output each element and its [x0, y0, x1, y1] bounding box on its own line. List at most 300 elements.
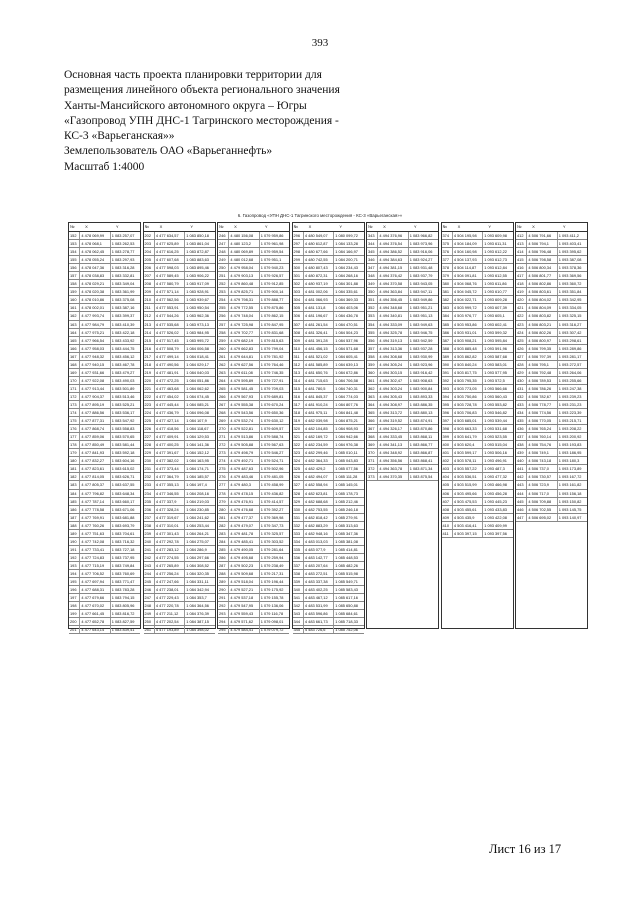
point-number: 421 — [516, 304, 527, 311]
point-number: 417 — [516, 272, 527, 279]
table-row — [144, 417, 215, 425]
point-number: 435 — [516, 417, 527, 424]
table-row — [367, 248, 438, 256]
table-row — [442, 393, 513, 401]
y-coordinate: 1 083 681,88 — [111, 514, 135, 520]
table-row — [69, 329, 140, 337]
x-coordinate: 4 477 490,56 — [155, 361, 185, 368]
point-number: 269 — [218, 417, 229, 424]
y-coordinate: 1 079 458,99 — [260, 482, 284, 488]
y-coordinate: 1 093 397,56 — [484, 530, 507, 536]
point-number: 247 — [144, 594, 155, 601]
point-number: 415 — [516, 256, 527, 263]
y-coordinate: 1 083 637,55 — [111, 482, 135, 488]
y-coordinate: 1 083 332,81 — [111, 273, 135, 279]
x-coordinate: 4 506 799,35 — [527, 345, 557, 352]
point-number: 159 — [69, 288, 80, 295]
point-number: 346 — [367, 256, 378, 263]
table-row — [293, 312, 364, 320]
y-coordinate: 1 093 223,39 — [558, 410, 582, 416]
point-number: 210 — [144, 296, 155, 303]
table-row — [218, 457, 289, 465]
x-coordinate: 4 479 478,15 — [229, 490, 259, 497]
x-coordinate: 4 483 726,6 — [304, 626, 334, 633]
point-number: 403 — [442, 465, 453, 472]
y-coordinate: 1 084 353,7 — [186, 595, 207, 601]
table-row — [516, 441, 587, 449]
y-coordinate: 1 093 599,32 — [484, 329, 507, 335]
table-row — [516, 345, 587, 353]
table-row — [218, 409, 289, 417]
x-coordinate: 4 477 445,44 — [155, 401, 185, 408]
point-number: 390 — [442, 361, 453, 368]
y-coordinate: 1 083 671,06 — [111, 506, 135, 512]
y-coordinate: 1 085 010,11 — [335, 450, 358, 456]
y-coordinate: 1 093 173,89 — [558, 466, 582, 472]
y-coordinate: 1 083 850,18 — [186, 233, 209, 238]
x-coordinate: 4 479 498,79 — [229, 449, 259, 456]
table-row — [293, 393, 364, 401]
point-number: 268 — [218, 409, 229, 416]
x-coordinate: 4 506 802,86 — [527, 280, 557, 287]
scale-line: Масштаб 1:4000 — [64, 160, 145, 173]
point-number: 229 — [144, 449, 155, 456]
header-line: размещения линейного объекта регионального значения — [64, 84, 340, 97]
point-number: 414 — [516, 248, 527, 255]
table-row — [293, 240, 364, 248]
table-row — [144, 288, 215, 296]
point-number: 324 — [293, 457, 304, 464]
y-coordinate: 1 084 268,16 — [335, 273, 358, 279]
table-row — [293, 554, 364, 562]
x-coordinate: 4 479 559,43 — [229, 610, 259, 617]
point-number: 447 — [516, 514, 527, 521]
y-coordinate: 1 084 152,12 — [186, 450, 209, 456]
x-coordinate: 4 506 717,0 — [527, 490, 557, 497]
point-number: 158 — [69, 280, 80, 287]
table-row — [144, 465, 215, 473]
column-header-x: X — [532, 224, 535, 229]
y-coordinate: 1 093 150,82 — [558, 498, 582, 504]
table-row — [218, 337, 289, 345]
x-coordinate: 4 477 580,79 — [155, 280, 185, 287]
x-coordinate: 4 506 770,05 — [527, 417, 557, 424]
point-number: 333 — [293, 530, 304, 537]
x-coordinate: 4 477 643,14 — [80, 626, 110, 633]
x-coordinate: 4 506 737,0 — [527, 465, 557, 472]
x-coordinate: 4 482 948,16 — [304, 530, 334, 537]
x-coordinate: 4 503 536,51 — [453, 473, 483, 480]
y-coordinate: 1 093 466,98 — [484, 482, 507, 488]
table-row — [218, 345, 289, 353]
point-number: 384 — [442, 312, 453, 319]
point-number: 251 — [218, 272, 229, 279]
x-coordinate: 4 477 975,21 — [80, 329, 110, 336]
point-number: 153 — [69, 240, 80, 247]
y-coordinate: 1 085 077,56 — [335, 466, 358, 472]
x-coordinate: 4 477 931,66 — [80, 369, 110, 376]
y-coordinate: 1 085 279,91 — [335, 514, 358, 520]
y-coordinate: 1 093 445,23 — [484, 498, 507, 504]
y-coordinate: 1 093 369,56 — [558, 273, 582, 279]
x-coordinate: 4 479 567,93 — [229, 393, 259, 400]
table-row — [293, 369, 364, 377]
y-coordinate: 1 083 479,27 — [111, 369, 135, 375]
table-row — [293, 594, 364, 602]
x-coordinate: 4 506 798,58 — [527, 256, 557, 263]
table-row — [367, 369, 438, 377]
table-row — [144, 409, 215, 417]
y-coordinate: 1 084 342,94 — [186, 587, 209, 593]
table-row — [293, 626, 364, 634]
point-number: 336 — [293, 554, 304, 561]
y-coordinate: 1 079 079,72 — [260, 627, 284, 633]
x-coordinate: 4 477 886,56 — [80, 409, 110, 416]
table-row — [218, 353, 289, 361]
y-coordinate: 1 079 325,57 — [260, 530, 284, 536]
point-number: 317 — [293, 401, 304, 408]
table-row — [144, 586, 215, 594]
y-coordinate: 1 083 995,72 — [186, 337, 209, 343]
table-row — [516, 433, 587, 441]
table-row — [144, 385, 215, 393]
x-coordinate: 4 506 802,26 — [527, 329, 557, 336]
header-line: Основная часть проекта планировки территории для — [64, 69, 322, 81]
x-coordinate: 4 478 038,83 — [80, 272, 110, 279]
table-row — [69, 345, 140, 353]
y-coordinate: 1 079 959,54 — [260, 249, 284, 255]
x-coordinate: 4 477 193,89 — [155, 626, 185, 633]
x-coordinate: 4 477 544,26 — [155, 312, 185, 319]
point-number: 436 — [516, 425, 527, 432]
table-row — [144, 393, 215, 401]
point-number: 228 — [144, 441, 155, 448]
x-coordinate: 4 477 958,03 — [80, 345, 110, 352]
point-number: 370 — [367, 449, 378, 456]
y-coordinate: 1 083 805,96 — [111, 603, 135, 609]
table-row — [218, 506, 289, 514]
y-coordinate: 1 083 924,27 — [409, 257, 433, 263]
y-coordinate: 1 079 650,36 — [260, 410, 284, 416]
point-number: 227 — [144, 433, 155, 440]
table-row — [442, 506, 513, 514]
point-number: 161 — [69, 304, 80, 311]
point-number: 416 — [516, 264, 527, 271]
point-number: 314 — [293, 377, 304, 384]
point-number: 343 — [367, 232, 378, 239]
y-coordinate: 1 084 118,67 — [186, 426, 209, 432]
point-number: 175 — [69, 417, 80, 424]
y-coordinate: 1 085 145,01 — [335, 482, 358, 488]
y-coordinate: 1 093 316,27 — [558, 321, 582, 327]
y-coordinate: 1 084 286,9 — [186, 546, 207, 552]
y-coordinate: 1 079 281,64 — [260, 546, 284, 552]
y-coordinate: 1 084 436,78 — [335, 313, 358, 319]
y-coordinate: 1 079 875,86 — [260, 305, 284, 311]
x-coordinate: 4 506 778,77 — [527, 401, 557, 408]
point-number: 196 — [69, 586, 80, 593]
point-number: 382 — [442, 296, 453, 303]
point-number: 241 — [144, 546, 155, 553]
y-coordinate: 1 083 931,48 — [409, 265, 433, 271]
x-coordinate: 4 480 872,31 — [304, 272, 334, 279]
y-coordinate: 1 084 297,66 — [186, 554, 209, 560]
table-row — [516, 417, 587, 425]
y-coordinate: 1 083 930,99 — [409, 353, 433, 359]
x-coordinate: 4 483 467,12 — [304, 594, 334, 601]
x-coordinate: 4 477 535,68 — [155, 321, 185, 328]
table-row — [218, 393, 289, 401]
y-coordinate: 1 083 871,34 — [409, 466, 433, 472]
y-coordinate: 1 085 752,06 — [335, 627, 358, 633]
y-coordinate: 1 093 409,99 — [484, 522, 507, 528]
table-row — [218, 538, 289, 546]
table-row — [144, 345, 215, 353]
table-row — [144, 256, 215, 264]
y-coordinate: 1 093 360,72 — [558, 281, 582, 287]
table-row — [144, 264, 215, 272]
y-coordinate: 1 083 297,93 — [111, 257, 135, 263]
table-row — [69, 473, 140, 481]
table-row — [367, 353, 438, 361]
x-coordinate: 4 506 804,02 — [527, 296, 557, 303]
y-coordinate: 1 093 281,17 — [558, 353, 582, 359]
table-row — [516, 248, 587, 256]
table-row — [144, 570, 215, 578]
point-number: 163 — [69, 321, 80, 328]
x-coordinate: 4 477 202,54 — [155, 618, 185, 625]
table-row — [69, 514, 140, 522]
point-number: 297 — [293, 240, 304, 247]
table-row — [218, 232, 289, 240]
point-number: 315 — [293, 385, 304, 392]
point-number: 220 — [144, 377, 155, 384]
x-coordinate: 4 503 976,77 — [453, 312, 483, 319]
y-coordinate: 1 093 239,23 — [558, 393, 582, 399]
y-coordinate: 1 079 347,73 — [260, 522, 284, 528]
table-row — [367, 288, 438, 296]
table-row — [442, 296, 513, 304]
point-number: 256 — [218, 312, 229, 319]
table-row — [367, 409, 438, 417]
y-coordinate: 1 083 966,82 — [409, 233, 433, 238]
x-coordinate: 4 477 993,74 — [80, 312, 110, 319]
coordinates-table — [217, 222, 290, 633]
table-row — [293, 353, 364, 361]
y-coordinate: 1 079 303,52 — [260, 538, 284, 544]
table-row — [69, 361, 140, 369]
table-row — [516, 304, 587, 312]
point-number: 365 — [367, 409, 378, 416]
x-coordinate: 4 477 346,55 — [155, 490, 185, 497]
table-row — [218, 618, 289, 626]
table-row — [144, 457, 215, 465]
table-row — [293, 538, 364, 546]
point-number: 247 — [218, 240, 229, 247]
point-number: 412 — [516, 232, 527, 239]
x-coordinate: 4 506 795,1 — [527, 361, 557, 368]
point-number: 381 — [442, 288, 453, 295]
table-row — [69, 457, 140, 465]
x-coordinate: 4 477 301,43 — [155, 530, 185, 537]
point-number: 178 — [69, 441, 80, 448]
table-row — [442, 353, 513, 361]
x-coordinate: 4 477 742,08 — [80, 538, 110, 545]
y-coordinate: 1 093 611,31 — [484, 241, 507, 247]
x-coordinate: 4 477 760,26 — [80, 522, 110, 529]
y-coordinate: 1 093 611,86 — [484, 281, 507, 287]
y-coordinate: 1 093 186,95 — [558, 450, 582, 456]
x-coordinate: 4 494 363,84 — [378, 288, 408, 295]
x-coordinate: 4 494 370,35 — [378, 473, 408, 480]
table-row — [218, 514, 289, 522]
x-coordinate: 4 477 984,79 — [80, 321, 110, 328]
point-number: 337 — [293, 562, 304, 569]
y-coordinate: 1 093 272,57 — [558, 361, 582, 367]
point-number: 402 — [442, 457, 453, 464]
point-number: 283 — [218, 530, 229, 537]
point-number: 352 — [367, 304, 378, 311]
point-number: 244 — [144, 570, 155, 577]
point-number: 306 — [293, 312, 304, 319]
point-number: 408 — [442, 506, 453, 513]
table-row — [144, 369, 215, 377]
table-row — [442, 449, 513, 457]
table-row — [442, 490, 513, 498]
y-coordinate: 1 084 774,03 — [335, 393, 358, 399]
point-number: 160 — [69, 296, 80, 303]
y-coordinate: 1 079 951,1 — [260, 257, 282, 263]
point-number: 213 — [144, 321, 155, 328]
table-row — [293, 578, 364, 586]
column-header-num: № — [70, 224, 75, 229]
point-number: 169 — [69, 369, 80, 376]
point-number: 205 — [144, 256, 155, 263]
y-coordinate: 1 079 392,27 — [260, 506, 284, 512]
point-number: 300 — [293, 264, 304, 271]
table-row — [69, 594, 140, 602]
y-coordinate: 1 083 581,44 — [111, 442, 135, 448]
y-coordinate: 1 084 335,61 — [335, 289, 358, 295]
point-number: 249 — [144, 610, 155, 617]
y-coordinate: 1 079 764,46 — [260, 361, 284, 367]
table-row — [516, 264, 587, 272]
x-coordinate: 4 479 543,56 — [229, 409, 259, 416]
x-coordinate: 4 503 435,9 — [453, 514, 483, 521]
point-number: 437 — [516, 433, 527, 440]
x-coordinate: 4 477 895,19 — [80, 401, 110, 408]
point-number: 410 — [442, 522, 453, 529]
point-number: 233 — [144, 481, 155, 488]
y-coordinate: 1 079 369,98 — [260, 514, 284, 520]
point-number: 349 — [367, 280, 378, 287]
y-coordinate: 1 079 926,57 — [260, 273, 284, 279]
y-coordinate: 1 093 325,15 — [558, 313, 582, 319]
point-number: 168 — [69, 361, 80, 368]
x-coordinate: 4 479 480,3 — [229, 481, 259, 488]
point-number: 355 — [367, 329, 378, 336]
table-row — [516, 329, 587, 337]
y-coordinate: 1 085 212,46 — [335, 498, 358, 504]
y-coordinate: 1 093 583,01 — [484, 361, 507, 367]
table-row — [218, 296, 289, 304]
point-number: 334 — [293, 538, 304, 545]
x-coordinate: 4 504 068,76 — [453, 280, 483, 287]
x-coordinate: 4 504 195,98 — [453, 232, 483, 239]
x-coordinate: 4 477 652,78 — [80, 618, 110, 625]
table-row — [367, 441, 438, 449]
point-number: 361 — [367, 377, 378, 384]
y-coordinate: 1 083 906,22 — [186, 273, 209, 279]
table-row — [293, 449, 364, 457]
y-coordinate: 1 079 630,12 — [260, 418, 284, 424]
y-coordinate: 1 079 847,95 — [260, 321, 284, 327]
y-coordinate: 1 080 099,72 — [335, 233, 358, 238]
table-row — [69, 337, 140, 345]
y-coordinate: 1 084 166,97 — [335, 249, 358, 255]
table-row — [367, 417, 438, 425]
point-number: 399 — [442, 433, 453, 440]
point-number: 386 — [442, 329, 453, 336]
point-number: 400 — [442, 441, 453, 448]
x-coordinate: 4 477 751,63 — [80, 530, 110, 537]
y-coordinate: 1 083 866,77 — [409, 442, 433, 448]
x-coordinate: 4 479 505,88 — [229, 441, 259, 448]
y-coordinate: 1 083 525,21 — [111, 401, 135, 407]
x-coordinate: 4 494 333,45 — [378, 433, 408, 440]
table-row — [293, 602, 364, 610]
table-row — [144, 481, 215, 489]
x-coordinate: 4 503 599,17 — [453, 449, 483, 456]
table-row — [516, 473, 587, 481]
y-coordinate: 1 079 524,71 — [260, 458, 284, 464]
x-coordinate: 4 480 069,89 — [229, 248, 259, 255]
column-header-x: X — [308, 224, 312, 229]
y-coordinate: 1 084 107,9 — [186, 418, 207, 424]
table-row — [218, 481, 289, 489]
point-number: 291 — [218, 594, 229, 601]
x-coordinate: 4 506 803,21 — [527, 321, 557, 328]
y-coordinate: 1 093 387,08 — [558, 257, 582, 263]
point-number: 273 — [218, 449, 229, 456]
table-row — [144, 610, 215, 618]
x-coordinate: 4 503 397,15 — [453, 530, 483, 537]
y-coordinate: 1 093 208,22 — [558, 426, 582, 432]
x-coordinate: 4 477 598,03 — [155, 264, 185, 271]
table-row — [144, 441, 215, 449]
x-coordinate: 4 482 753,55 — [304, 506, 334, 513]
x-coordinate: 4 504 114,87 — [453, 264, 483, 271]
point-number: 362 — [367, 385, 378, 392]
y-coordinate: 1 083 490,03 — [111, 377, 135, 383]
coordinates-table — [441, 222, 514, 629]
table-row — [516, 498, 587, 506]
coordinates-table — [515, 222, 588, 629]
x-coordinate: 4 506 743,18 — [527, 457, 557, 464]
point-number: 310 — [293, 345, 304, 352]
table-row — [144, 377, 215, 385]
point-number: 279 — [218, 498, 229, 505]
table-row — [442, 417, 513, 425]
y-coordinate: 1 083 361,99 — [111, 289, 135, 295]
table-row — [218, 578, 289, 586]
y-coordinate: 1 093 523,55 — [484, 434, 507, 440]
y-coordinate: 1 079 259,94 — [260, 554, 284, 560]
y-coordinate: 1 083 422,18 — [111, 329, 135, 335]
column-header-x: X — [383, 224, 386, 229]
x-coordinate: 4 494 305,24 — [378, 361, 408, 368]
y-coordinate: 1 084 364,56 — [186, 603, 209, 609]
